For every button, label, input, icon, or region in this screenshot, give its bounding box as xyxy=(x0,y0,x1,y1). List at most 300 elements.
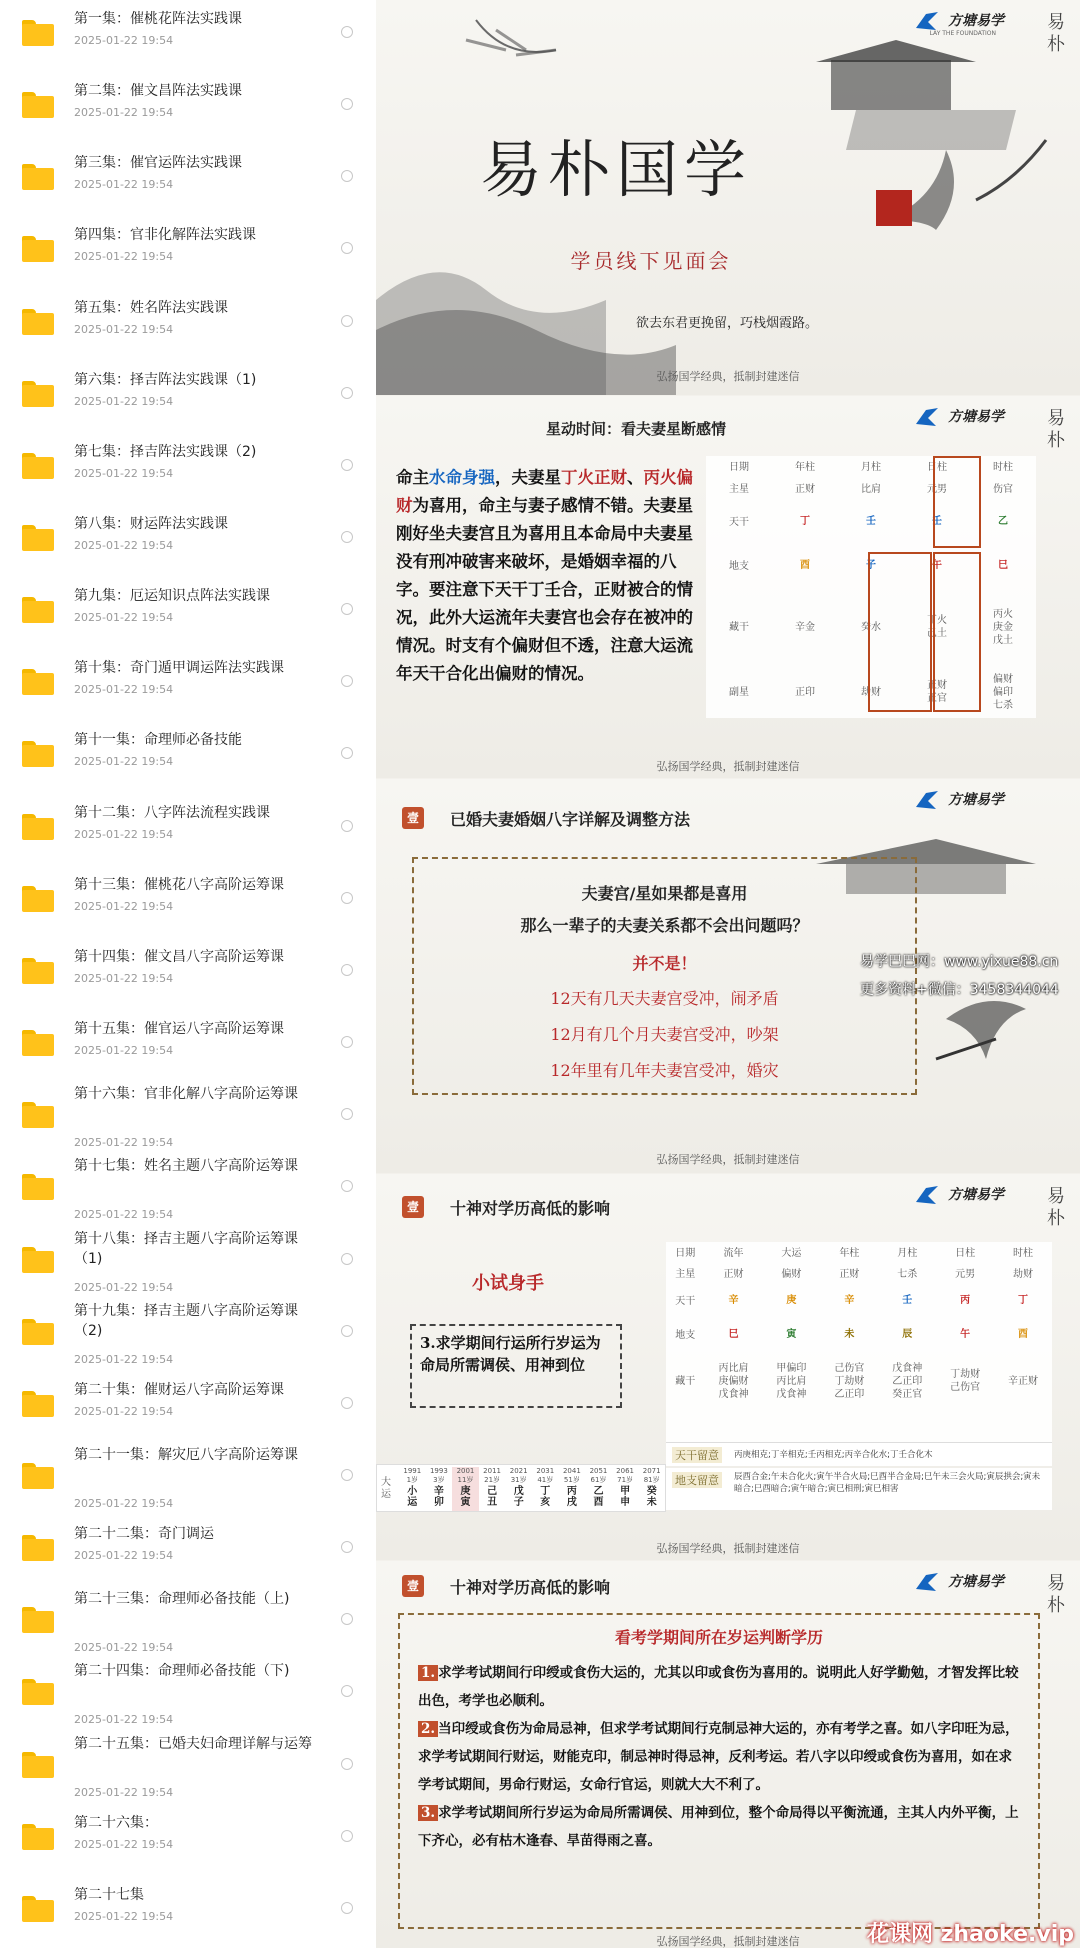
file-date: 2025-01-22 19:54 xyxy=(74,1404,174,1418)
folder-icon xyxy=(22,1607,54,1633)
folder-icon xyxy=(22,1535,54,1561)
select-radio[interactable] xyxy=(341,1397,353,1409)
select-radio[interactable] xyxy=(341,1685,353,1697)
dayun-ganzhi: 癸未 xyxy=(646,1486,657,1508)
slide-footer: 弘扬国学经典，抵制封建迷信 xyxy=(656,760,800,773)
slide-cover-title: 易朴国学 xyxy=(479,133,752,206)
bazi-cell: 元男 xyxy=(927,483,947,495)
bazi-cell: 正财 正官 xyxy=(927,680,947,704)
file-title: 第五集：姓名阵法实践课 xyxy=(74,299,228,316)
file-title: 第十八集：择吉主题八字高阶运筹课（1) xyxy=(74,1230,298,1267)
folder-icon xyxy=(22,1102,54,1128)
section-icon: 壹 xyxy=(402,807,424,829)
slide-heading: 十神对学历高低的影响 xyxy=(450,1199,611,1218)
file-title: 第六集：择吉阵法实践课（1) xyxy=(74,371,257,388)
brand-name: 方塘易学 xyxy=(948,409,1004,425)
brand-name: 方塘易学 xyxy=(948,792,1004,808)
number-badge: 1. xyxy=(418,1665,438,1681)
slide-cover-poem: 欲去东君更挽留，巧栈烟霞路。 xyxy=(636,316,819,331)
bazi-cell: 劫财 xyxy=(1013,1268,1034,1280)
file-date: 2025-01-22 19:54 xyxy=(74,1837,174,1851)
bazi-row-zhuxing xyxy=(706,478,1036,500)
bazi-cell: 甲偏印 丙比肩 戊食神 xyxy=(776,1362,807,1400)
dayun-age: 11岁 xyxy=(457,1476,474,1484)
tiangan-note xyxy=(666,1442,1052,1466)
file-list-item[interactable] xyxy=(0,144,376,215)
brand-vertical-text: 易朴 xyxy=(1047,1573,1065,1616)
bazi-row-dizhi xyxy=(666,1318,1052,1352)
bazi-cell: 时柱 xyxy=(1013,1247,1034,1259)
text-line: 12年里有几年夫妻宫受冲，婚灾 xyxy=(550,1061,779,1080)
file-list-item[interactable] xyxy=(0,1732,376,1803)
bazi-cell: 酉 xyxy=(800,560,810,571)
bazi-cell: 大运 xyxy=(781,1247,802,1259)
watermark-text: 更多资料+微信：3458344044 xyxy=(860,982,1059,998)
file-date: 2025-01-22 19:54 xyxy=(74,1352,174,1366)
bazi-cell: 丙火 庚金 戊土 xyxy=(993,608,1013,646)
row-header: 日期 xyxy=(675,1247,696,1259)
folder-icon xyxy=(22,453,54,479)
file-title: 第七集：择吉阵法实践课（2) xyxy=(74,443,257,460)
bazi-cell: 日柱 xyxy=(955,1247,976,1259)
file-title: 第十九集：择吉主题八字高阶运筹课（2) xyxy=(74,1302,298,1339)
slide-education-text[interactable] xyxy=(376,1561,1080,1948)
dayun-column xyxy=(452,1467,479,1511)
note-text: 辰酉合金;午未合化火;寅午半合火局;巳酉半合金局;巳午未三会火局;寅辰拱会;寅未暗合;巳酉暗合;寅午暗合;寅巳相刑;寅巳相害 xyxy=(734,1472,1041,1494)
content-box xyxy=(412,857,917,1095)
bazi-cell: 丙比肩 庚偏财 戊食神 xyxy=(718,1362,749,1400)
folder-icon xyxy=(22,1752,54,1778)
bazi-cell: 未 xyxy=(844,1329,855,1340)
number-badge: 2. xyxy=(418,1721,438,1737)
section-icon: 壹 xyxy=(402,1196,424,1218)
row-header: 地支 xyxy=(675,1329,696,1341)
file-date: 2025-01-22 19:54 xyxy=(74,34,174,47)
file-title: 第十七集：姓名主题八字高阶运筹课 xyxy=(74,1158,298,1175)
slides-panel xyxy=(376,0,1080,1948)
bazi-cell: 子 xyxy=(866,560,876,571)
file-date: 2025-01-22 19:54 xyxy=(74,539,174,553)
bazi-cell: 七杀 xyxy=(897,1268,918,1280)
row-header: 主星 xyxy=(675,1268,696,1280)
select-radio[interactable] xyxy=(341,603,353,615)
file-title: 第一集：催桃花阵法实践课 xyxy=(74,11,242,27)
file-list-item[interactable] xyxy=(0,1227,376,1298)
file-date: 2025-01-22 19:54 xyxy=(74,466,174,480)
file-title: 第二十六集： xyxy=(74,1814,158,1831)
bazi-cell: 月柱 xyxy=(897,1247,918,1259)
slide-marriage-adjust[interactable] xyxy=(376,779,1080,1173)
dayun-year: 1993 xyxy=(429,1467,448,1475)
folder-icon xyxy=(22,381,54,407)
dayun-ganzhi: 小运 xyxy=(407,1486,418,1508)
brand-logo-icon xyxy=(914,10,940,32)
bazi-cell: 酉 xyxy=(1018,1329,1029,1340)
slide-footer: 弘扬国学经典，抵制封建迷信 xyxy=(656,1935,800,1948)
bazi-cell: 庚 xyxy=(786,1295,797,1306)
dayun-age: 1岁 xyxy=(406,1476,419,1484)
row-header: 副星 xyxy=(729,686,749,698)
file-list-item[interactable] xyxy=(0,794,376,865)
select-radio[interactable] xyxy=(341,315,353,327)
dayun-year: 2071 xyxy=(642,1467,661,1475)
row-header: 天干 xyxy=(675,1295,696,1307)
file-date: 2025-01-22 19:54 xyxy=(74,1641,174,1655)
file-date: 2025-01-22 19:54 xyxy=(74,1136,174,1150)
file-title: 第十一集：命理师必备技能 xyxy=(74,732,242,749)
box-text: 3.求学期间行运所行岁运为命局所需调侯、用神到位 xyxy=(420,1334,601,1374)
bazi-cell: 巳 xyxy=(998,560,1008,571)
row-header: 地支 xyxy=(729,560,749,572)
section-icon: 壹 xyxy=(402,1575,424,1597)
file-list-item[interactable] xyxy=(0,1876,376,1947)
select-radio[interactable] xyxy=(341,1108,353,1120)
bazi-row-tiangan xyxy=(706,500,1036,544)
try-label: 小试身手 xyxy=(472,1273,544,1294)
folder-icon xyxy=(22,1174,54,1200)
bazi-cell: 月柱 xyxy=(861,461,881,473)
select-radio[interactable] xyxy=(341,1180,353,1192)
file-title: 第二十集：催财运八字高阶运筹课 xyxy=(74,1381,284,1398)
text-line: 12月有几个月夫妻宫受冲，吵架 xyxy=(550,1025,779,1044)
folder-icon xyxy=(22,1824,54,1850)
dayun-label: 大运 xyxy=(381,1477,391,1500)
file-title: 第二十四集：命理师必备技能（下) xyxy=(74,1663,290,1680)
file-list-item[interactable] xyxy=(0,0,376,71)
select-radio[interactable] xyxy=(341,675,353,687)
bazi-cell: 时柱 xyxy=(993,461,1013,473)
file-title: 第八集：财运阵法实践课 xyxy=(74,516,228,533)
note-label: 天干留意 xyxy=(672,1447,722,1463)
dayun-ganzhi: 甲申 xyxy=(620,1486,631,1508)
dayun-ganzhi: 辛卯 xyxy=(433,1486,444,1508)
file-list-item[interactable] xyxy=(0,72,376,143)
file-date: 2025-01-22 19:54 xyxy=(74,611,174,625)
file-list-item[interactable] xyxy=(0,1659,376,1730)
row-header: 藏干 xyxy=(729,621,749,633)
bazi-row-cols xyxy=(666,1242,1052,1264)
select-radio[interactable] xyxy=(341,747,353,759)
dayun-column xyxy=(505,1467,532,1511)
folder-icon xyxy=(22,164,54,190)
folder-icon xyxy=(22,1463,54,1489)
folder-icon xyxy=(22,958,54,984)
brand-vertical-text: 易朴 xyxy=(1047,1186,1065,1229)
file-list-item[interactable] xyxy=(0,721,376,792)
file-title: 第十六集：官非化解八字高阶运筹课 xyxy=(74,1086,298,1103)
file-date: 2025-01-22 19:54 xyxy=(74,971,174,985)
folder-icon xyxy=(22,20,54,46)
dayun-year: 2031 xyxy=(536,1467,555,1475)
bazi-row-canggan xyxy=(666,1352,1052,1410)
file-list-item[interactable] xyxy=(0,938,376,1009)
slide-cover-subtitle: 学员线下见面会 xyxy=(570,249,732,273)
bazi-cell: 偏财 xyxy=(781,1268,802,1280)
folder-icon xyxy=(22,1896,54,1922)
file-list-item[interactable] xyxy=(0,1371,376,1442)
slide-footer: 弘扬国学经典，抵制封建迷信 xyxy=(656,1153,800,1166)
file-date: 2025-01-22 19:54 xyxy=(74,1549,174,1563)
bazi-cell: 午 xyxy=(960,1329,971,1340)
file-list-item[interactable] xyxy=(0,433,376,504)
brand-logo-icon xyxy=(914,1571,940,1593)
bazi-cell: 劫财 xyxy=(861,686,881,698)
file-title: 第十四集：催文昌八字高阶运筹课 xyxy=(74,948,284,965)
file-title: 第三集：催官运阵法实践课 xyxy=(74,155,242,172)
bazi-cell: 丁劫财 己伤官 xyxy=(950,1369,981,1393)
bazi-cell: 辛 xyxy=(844,1295,855,1306)
file-list-item[interactable] xyxy=(0,1154,376,1225)
file-list-item[interactable] xyxy=(0,1515,376,1586)
bazi-cell: 辛金 xyxy=(795,621,815,633)
text-line: 那么一辈子的夫妻关系都不会出问题吗？ xyxy=(520,916,809,935)
dayun-year: 1991 xyxy=(403,1467,422,1475)
file-list-item[interactable] xyxy=(0,216,376,287)
box-title: 看考学期间所在岁运判断学历 xyxy=(614,1628,823,1647)
brand-vertical-text: 易朴 xyxy=(1047,408,1065,451)
file-date: 2025-01-22 19:54 xyxy=(74,1496,174,1510)
slide-heading: 已婚夫妻婚姻八字详解及调整方法 xyxy=(450,810,691,829)
dayun-column xyxy=(479,1467,506,1511)
select-radio[interactable] xyxy=(341,98,353,110)
file-date: 2025-01-22 19:54 xyxy=(74,250,174,264)
bazi-cell: 壬 xyxy=(902,1295,913,1306)
file-title: 第十三集：催桃花八字高阶运筹课 xyxy=(74,876,284,893)
file-date: 2025-01-22 19:54 xyxy=(74,1280,174,1294)
slide-footer: 弘扬国学经典，抵制封建迷信 xyxy=(656,1542,800,1555)
highlight-box xyxy=(933,456,981,548)
select-radio[interactable] xyxy=(341,1325,353,1337)
file-list-item[interactable] xyxy=(0,1299,376,1370)
site-watermark: 花课网 zhaoke.vip xyxy=(866,1922,1074,1947)
watermark-text: 易学巴巴网：www.yixue88.cn xyxy=(860,954,1059,970)
file-list-item[interactable] xyxy=(0,649,376,720)
paragraph: 1. 求学考试期间行印绶或食伤大运的，尤其以印或食伤为喜用的。说明此人好学勤勉，才智发挥比较出色，考学也必顺利。 2. 当印绶或食伤为命局忌神，但求学考试期间行克制忌神大运的，亦有考学之喜。如八字印旺为忌，求学考试期间行财运，财能克印，制忌神时得忌神，反利考运。若八字以印绶或食伤为喜用，如在求学考试期间，男命行财运，女命行官运，则就大大不利了。 3. 求学考试期间所行岁运为命局所需调侯、用神到位，整个命局得以平衡流通，主其人内外平衡，上下齐心，必有枯木逢春、旱苗得雨之喜。 xyxy=(418,1665,1019,1849)
dayun-strip xyxy=(376,1464,666,1512)
dayun-age: 3岁 xyxy=(433,1476,445,1484)
note-text: 丙庚相克;丁辛相克;壬丙相克;丙辛合化水;丁壬合化木 xyxy=(734,1450,933,1460)
select-radio[interactable] xyxy=(341,459,353,471)
bazi-cell: 正财 xyxy=(723,1268,744,1280)
slide-heading: 十神对学历高低的影响 xyxy=(450,1578,611,1597)
bazi-cell: 流年 xyxy=(723,1247,744,1259)
bazi-cell: 壬 xyxy=(866,516,876,527)
file-list-item[interactable] xyxy=(0,1010,376,1081)
highlight-box xyxy=(868,552,932,712)
bazi-chart xyxy=(666,1242,1052,1442)
bazi-cell: 巳 xyxy=(728,1329,739,1340)
folder-icon xyxy=(22,236,54,262)
text-line: 夫妻宫/星如果都是喜用 xyxy=(581,884,748,903)
dizhi-note xyxy=(666,1468,1052,1510)
bazi-cell: 午 xyxy=(932,560,942,571)
number-badge: 3. xyxy=(418,1805,438,1821)
file-date: 2025-01-22 19:54 xyxy=(74,683,174,697)
file-date: 2025-01-22 19:54 xyxy=(74,1208,174,1222)
bazi-cell: 年柱 xyxy=(795,461,815,473)
dayun-column xyxy=(585,1467,612,1511)
select-radio[interactable] xyxy=(341,1541,353,1553)
file-title: 第十五集：催官运八字高阶运筹课 xyxy=(74,1021,284,1038)
dayun-year: 2001 xyxy=(456,1467,475,1475)
file-list-item[interactable] xyxy=(0,866,376,937)
slide-couple-star[interactable] xyxy=(376,396,1080,778)
folder-icon xyxy=(22,886,54,912)
file-title: 第十二集：八字阵法流程实践课 xyxy=(74,804,270,821)
dayun-ganzhi: 己丑 xyxy=(487,1486,498,1508)
dayun-column xyxy=(426,1467,453,1511)
folder-icon xyxy=(22,741,54,767)
file-title: 第二十一集：解灾厄八字高阶运筹课 xyxy=(74,1446,298,1463)
dayun-age: 31岁 xyxy=(510,1476,527,1484)
note-label: 地支留意 xyxy=(672,1472,722,1488)
bazi-row-zhuxing xyxy=(666,1264,1052,1284)
file-title: 第二集：催文昌阵法实践课 xyxy=(74,83,242,100)
dayun-column xyxy=(399,1467,426,1511)
dayun-year: 2061 xyxy=(616,1467,634,1475)
bazi-chart xyxy=(706,456,1036,718)
dayun-year: 2041 xyxy=(562,1467,581,1475)
select-radio[interactable] xyxy=(341,964,353,976)
brand-logo-icon xyxy=(914,406,940,428)
dayun-age: 51岁 xyxy=(563,1476,580,1484)
brand-vertical-text: 易朴 xyxy=(1047,12,1065,55)
file-date: 2025-01-22 19:54 xyxy=(74,1044,174,1058)
brand-logo-icon xyxy=(914,789,940,811)
bazi-cell: 偏财 偏印 七杀 xyxy=(993,673,1013,711)
brand-logo-icon xyxy=(914,1184,940,1206)
select-radio[interactable] xyxy=(341,1902,353,1914)
bazi-row-cols xyxy=(706,456,1036,478)
brand-name: 方塘易学 xyxy=(948,13,1004,29)
file-date: 2025-01-22 19:54 xyxy=(74,827,174,841)
bazi-cell: 辰 xyxy=(902,1329,913,1340)
bazi-cell: 元男 xyxy=(955,1268,976,1280)
file-list-item[interactable] xyxy=(0,1443,376,1514)
bazi-cell: 丁 xyxy=(800,516,810,527)
file-date: 2025-01-22 19:54 xyxy=(74,899,174,913)
file-date: 2025-01-22 19:54 xyxy=(74,1785,174,1799)
file-list-item[interactable] xyxy=(0,505,376,576)
dayun-age: 41岁 xyxy=(537,1476,554,1484)
file-title: 第四集：官非化解阵法实践课 xyxy=(74,227,256,244)
highlight-box xyxy=(933,552,981,712)
file-title: 第二十七集 xyxy=(74,1886,144,1903)
dayun-year: 2021 xyxy=(509,1467,528,1475)
bazi-cell: 辛正财 xyxy=(1008,1375,1039,1387)
dayun-column xyxy=(559,1467,586,1511)
bazi-cell: 比肩 xyxy=(861,483,881,495)
file-list-item[interactable] xyxy=(0,1587,376,1658)
folder-icon xyxy=(22,525,54,551)
select-radio[interactable] xyxy=(341,1036,353,1048)
bazi-cell: 丁 xyxy=(1018,1295,1029,1306)
dayun-age: 61岁 xyxy=(590,1476,607,1484)
row-header: 天干 xyxy=(729,516,749,528)
row-header: 藏干 xyxy=(675,1375,696,1387)
folder-icon xyxy=(22,669,54,695)
select-radio[interactable] xyxy=(341,1830,353,1842)
file-list-item[interactable] xyxy=(0,289,376,360)
file-list-item[interactable] xyxy=(0,1082,376,1153)
file-date: 2025-01-22 19:54 xyxy=(74,322,174,336)
select-radio[interactable] xyxy=(341,1758,353,1770)
brand-subtitle: LAY THE FOUNDATION xyxy=(929,30,996,37)
file-list-item[interactable] xyxy=(0,577,376,648)
folder-icon xyxy=(22,1319,54,1345)
folder-icon xyxy=(22,814,54,840)
dayun-column xyxy=(532,1467,559,1511)
dayun-ganzhi: 乙酉 xyxy=(593,1486,604,1508)
select-radio[interactable] xyxy=(341,170,353,182)
slide-paragraph: 命主水命身强，夫妻星丁火正财、丙火偏财为喜用，命主与妻子感情不错。夫妻星刚好坐夫妻宫且为喜用且本命局中夫妻星没有刑冲破害来破坏，是婚姻幸福的八字。要注意下天干丁壬合，正财被合的情况，此外大运流年夫妻宫也会存在被冲的情况。时支有个偏财但不透，注意大运流年天干合化出偏财的情况。 xyxy=(396,468,693,683)
select-radio[interactable] xyxy=(341,387,353,399)
file-date: 2025-01-22 19:54 xyxy=(74,1713,174,1727)
row-header: 主星 xyxy=(729,483,749,495)
bazi-cell: 戊食神 乙正印 癸正官 xyxy=(892,1362,923,1400)
text-box xyxy=(410,1324,622,1408)
dayun-ganzhi: 丙戌 xyxy=(566,1486,577,1508)
file-list-item[interactable] xyxy=(0,361,376,432)
dayun-ganzhi: 戊子 xyxy=(513,1486,524,1508)
select-radio[interactable] xyxy=(341,1469,353,1481)
select-radio[interactable] xyxy=(341,1253,353,1265)
slide-heading: 星动时间：看夫妻星断感情 xyxy=(546,420,727,438)
bazi-cell: 丁火 己土 xyxy=(927,615,947,639)
bazi-cell: 辛 xyxy=(728,1295,739,1306)
dayun-ganzhi: 丁亥 xyxy=(540,1486,551,1508)
bazi-cell: 正印 xyxy=(795,686,815,698)
bazi-row-tiangan xyxy=(666,1284,1052,1318)
folder-icon xyxy=(22,309,54,335)
bazi-cell: 日柱 xyxy=(927,461,947,473)
bazi-cell: 正财 xyxy=(839,1268,860,1280)
dayun-column xyxy=(638,1467,665,1511)
text-line: 12天有几天夫妻宫受冲，闹矛盾 xyxy=(550,989,779,1008)
row-header: 日期 xyxy=(729,461,749,473)
dayun-year: 2011 xyxy=(483,1467,501,1475)
file-list-item[interactable] xyxy=(0,1804,376,1875)
file-date: 2025-01-22 19:54 xyxy=(74,755,174,769)
slide-cover[interactable] xyxy=(376,0,1080,395)
select-radio[interactable] xyxy=(341,242,353,254)
folder-icon xyxy=(22,1679,54,1705)
file-date: 2025-01-22 19:54 xyxy=(74,1909,174,1923)
bazi-cell: 乙 xyxy=(998,516,1008,527)
dayun-age: 71岁 xyxy=(617,1476,634,1484)
slide-education-trial[interactable] xyxy=(376,1174,1080,1560)
brand-name: 方塘易学 xyxy=(948,1574,1004,1590)
file-title: 第十集：奇门遁甲调运阵法实践课 xyxy=(74,660,284,677)
select-radio[interactable] xyxy=(341,820,353,832)
bazi-cell: 寅 xyxy=(786,1329,797,1340)
text-line: 并不是！ xyxy=(632,954,697,973)
dayun-age: 81岁 xyxy=(643,1476,660,1484)
brand-name: 方塘易学 xyxy=(948,1187,1004,1203)
folder-icon xyxy=(22,1391,54,1417)
dayun-year: 2051 xyxy=(589,1467,608,1475)
file-title: 第二十三集：命理师必备技能（上) xyxy=(74,1591,290,1608)
bazi-cell: 己伤官 丁劫财 乙正印 xyxy=(834,1362,865,1400)
select-radio[interactable] xyxy=(341,531,353,543)
folder-icon xyxy=(22,92,54,118)
select-radio[interactable] xyxy=(341,1613,353,1625)
dayun-ganzhi: 庚寅 xyxy=(460,1486,471,1508)
select-radio[interactable] xyxy=(341,892,353,904)
select-radio[interactable] xyxy=(341,26,353,38)
bazi-cell: 壬 xyxy=(932,516,942,527)
file-list xyxy=(0,0,376,1948)
